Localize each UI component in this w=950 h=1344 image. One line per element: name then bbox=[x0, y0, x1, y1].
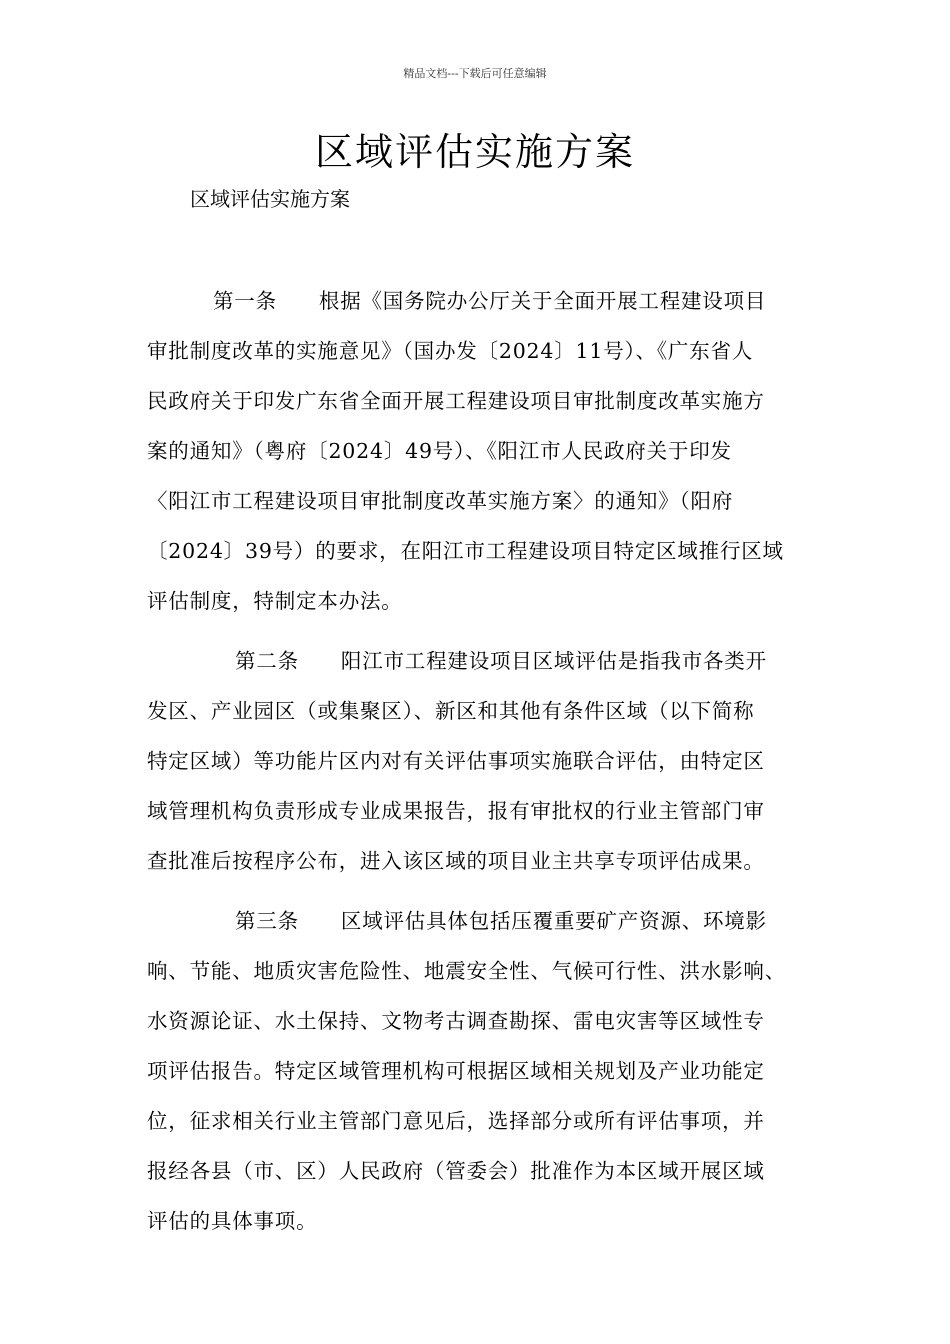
article-2-label: 第二条 bbox=[235, 649, 299, 673]
article-2-line-4: 域管理机构负责形成专业成果报告，报有审批权的行业主管部门审 bbox=[147, 799, 765, 823]
header-watermark: 精品文档---下载后可任意编辑 bbox=[403, 67, 547, 80]
article-2-line-5: 查批准后按程序公布，进入该区域的项目业主共享专项评估成果。 bbox=[147, 849, 765, 873]
document-body bbox=[147, 282, 827, 1262]
article-3-line-4: 项评估报告。特定区域管理机构可根据区域相关规划及产业功能定 bbox=[147, 1059, 765, 1083]
article-3-line-3: 水资源论证、水土保持、文物考古调查勘探、雷电灾害等区域性专 bbox=[147, 1009, 765, 1033]
article-2 bbox=[147, 642, 827, 880]
article-2-line-3: 特定区域）等功能片区内对有关评估事项实施联合评估，由特定区 bbox=[147, 749, 765, 773]
article-3-line-5: 位，征求相关行业主管部门意见后，选择部分或所有评估事项，并 bbox=[147, 1109, 765, 1133]
article-3-line-7: 评估的具体事项。 bbox=[147, 1209, 318, 1233]
article-3 bbox=[147, 902, 827, 1240]
article-3-line-6: 报经各县（市、区）人民政府（管委会）批准作为本区域开展区域 bbox=[147, 1159, 765, 1183]
article-1-line-1 bbox=[147, 282, 827, 320]
article-3-label: 第三条 bbox=[235, 909, 299, 933]
article-1-line-6: 〔2024〕39号）的要求，在阳江市工程建设项目特定区域推行区域 bbox=[147, 539, 784, 563]
document-subtitle: 区域评估实施方案 bbox=[190, 187, 350, 211]
article-1-line-3: 民政府关于印发广东省全面开展工程建设项目审批制度改革实施方 bbox=[147, 389, 765, 413]
article-2-line-2: 发区、产业园区（或集聚区）、新区和其他有条件区域（以下简称 bbox=[147, 699, 755, 723]
article-3-line-2: 响、节能、地质灾害危险性、地震安全性、气候可行性、洪水影响、 bbox=[147, 959, 786, 983]
article-1-text-1: 根据《国务院办公厅关于全面开展工程建设项目 bbox=[318, 289, 767, 313]
article-2-text-1: 阳江市工程建设项目区域评估是指我市各类开 bbox=[340, 649, 767, 673]
document-title: 区域评估实施方案 bbox=[314, 130, 635, 174]
article-3-line-1 bbox=[147, 902, 827, 940]
article-1 bbox=[147, 282, 827, 620]
article-1-line-7: 评估制度，特制定本办法。 bbox=[147, 589, 403, 613]
article-1-label: 第一条 bbox=[213, 289, 277, 313]
article-1-line-5: 〈阳江市工程建设项目审批制度改革实施方案〉的通知》（阳府 bbox=[147, 489, 734, 513]
article-2-line-1 bbox=[147, 642, 827, 680]
article-1-line-2: 审批制度改革的实施意见》（国办发〔2024〕11号）、《广东省人 bbox=[147, 339, 754, 363]
article-3-text-1: 区域评估具体包括压覆重要矿产资源、环境影 bbox=[340, 909, 767, 933]
article-1-line-4: 案的通知》（粤府〔2024〕49号）、《阳江市人民政府关于印发 bbox=[147, 439, 732, 463]
